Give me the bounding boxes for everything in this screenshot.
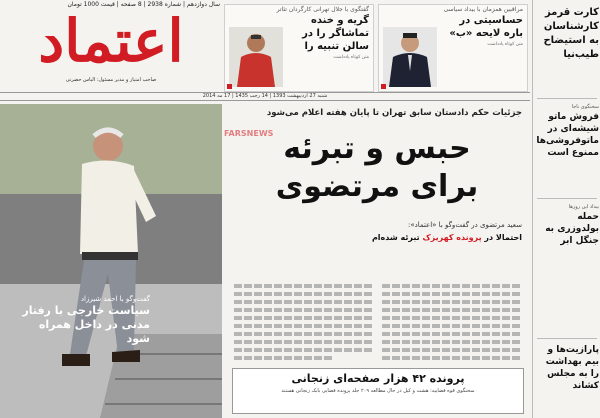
sidebar-divider (537, 98, 597, 99)
teaser-culture[interactable] (224, 4, 374, 92)
teaser-photo (229, 27, 283, 87)
photo-caption (20, 294, 150, 346)
cover-photo (0, 104, 222, 418)
quote-part1: احتمالا در (484, 233, 522, 242)
sidebar-item[interactable] (535, 344, 599, 392)
teaser-kicker: مراقبین همزمان با بیداد سیاسی (443, 6, 523, 13)
main-headline-line2: برای مرتضوی (275, 169, 479, 204)
teaser-politics[interactable] (378, 4, 528, 92)
teaser-kicker: گفتگوی با جلال تهرانی کارگردان تئاتر (276, 6, 369, 13)
bottom-subtext: سخنگوی قوه قضاییه: هشت و کیل در حال مطالعه ۲۰۹ جلد پرونده قضایی بابک زنجانی هستند (281, 388, 475, 394)
sidebar-item-kicker: بیداد این روزها (568, 204, 599, 210)
photo-kicker: گفت‌وگو با احمد شیرزاد (80, 295, 150, 303)
main-kicker: جزئیات حکم دادستان سابق تهران تا پایان هفته اعلام می‌شود (266, 108, 522, 118)
sidebar (532, 0, 600, 418)
teaser-photo (383, 27, 437, 87)
photo-story[interactable] (0, 104, 222, 418)
quote-highlight: پرونده کهریزک (422, 233, 482, 242)
sidebar-item[interactable] (535, 104, 599, 159)
sidebar-item-title: حمله بولدوزری به جنگل ابر (545, 212, 599, 246)
quote-part2: تبرئه شده‌ام (371, 233, 420, 242)
sidebar-divider (537, 338, 597, 339)
teaser-marker-icon (381, 84, 386, 89)
bottom-headline: پرونده ۴۲ هزار صفحه‌ای زنجانی (291, 372, 465, 385)
masthead-info: سال دوازدهم | شماره 2938 | 8 صفحه | قیمت 1000 تومان (67, 1, 220, 8)
sidebar-item-kicker: سخنگوی ناجا (571, 104, 599, 110)
sidebar-item-title: کارت قرمز کارشناسان به استیضاح طیب‌نیا (543, 7, 599, 60)
teaser-text: متن کوتاه یادداشت (333, 55, 369, 60)
main-subheading: سعید مرتضوی در گفت‌وگو با «اعتماد»: (408, 221, 522, 229)
sidebar-item[interactable] (535, 204, 599, 247)
watermark: FARSNEWS (224, 129, 274, 138)
main-headline (228, 130, 526, 206)
date-bar: شنبه 27 اردیبهشت 1393 | 14 رجب 1435 | 17 مه 2014 (0, 92, 530, 101)
sidebar-item-title: پارازیت‌ها و بیم بهداشت را به مجلس کشاند (545, 345, 599, 391)
teaser-title: حساسیتی در باره لایحه «ب» (449, 15, 523, 39)
teaser-title: گریه و خنده تماشاگر را در سالن تنبیه را (302, 15, 369, 52)
main-subheading-quote (228, 232, 522, 244)
teaser-text: متن کوتاه یادداشت (487, 42, 523, 47)
sidebar-divider (537, 198, 597, 199)
teaser-marker-icon (227, 84, 232, 89)
main-headline-line1: حبس و تبرئه (283, 131, 471, 166)
masthead-tagline: صاحب امتیاز و مدیر مسئول: الیاس حضرتی (65, 77, 157, 83)
sidebar-item-title: فروش ماتو شیشه‌ای در ماتوفروشی‌ها ممنوع است (536, 112, 599, 158)
sidebar-item[interactable] (535, 6, 599, 62)
newspaper-logo: اعتماد (38, 7, 184, 75)
photo-headline: سیاست خارجی با رفتار مدنی در داخل همراه شود (22, 304, 150, 345)
bottom-story-box[interactable] (232, 368, 524, 414)
